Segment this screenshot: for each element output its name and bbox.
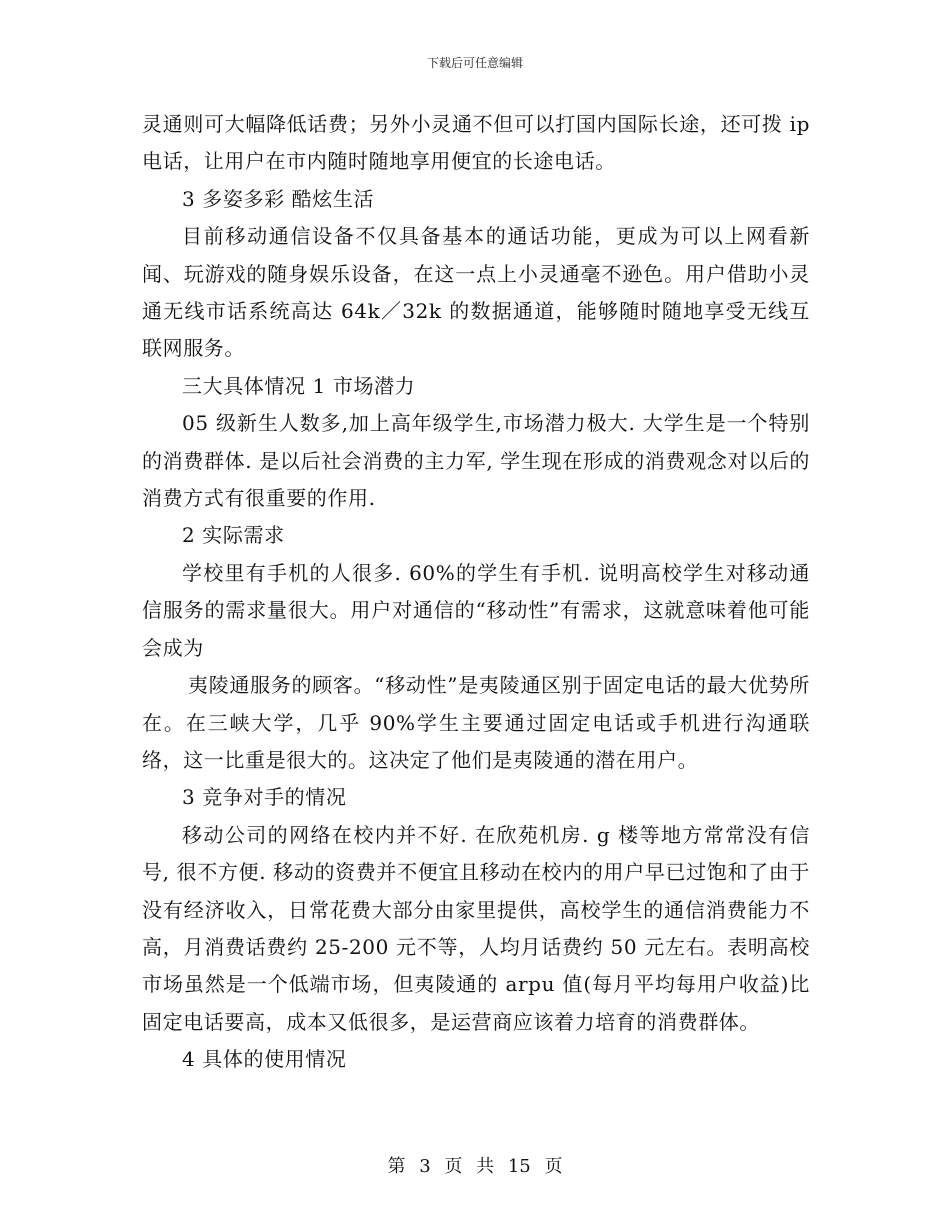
heading-actual-demand: 2 实际需求 <box>182 523 285 548</box>
heading-usage: 4 具体的使用情况 <box>182 1047 347 1072</box>
paragraph-competitors: 移动公司的网络在校内并不好. 在欣苑机房. g 楼等地方常常没有信号, 很不方便. 移动的资费并不便宜且移动在校内的用户早已过饱和了由于没有经济收入，日常花费大部分由家里提供，高校学生的通信消费能力不高，月消费话费约 25-200 元不等，人均月话费约 50 元左右。表明高校市场虽然是一个低端市场，但夷陵通的 arpu 值(每月平均每用户收益)比固定电话要高，成本又低很多，是运营商应该着力培育的消费群体。 <box>142 822 810 1034</box>
page-footer: 第 3 页 共 15 页 <box>387 1156 563 1177</box>
paragraph-mobile-entertainment: 目前移动通信设备不仅具备基本的通话功能，更成为可以上网看新闻、玩游戏的随身娱乐设备，在这一点上小灵通毫不逊色。用户借助小灵通无线市话系统高达 64k／32k 的数据通道，能够随时随地享受无线互联网服务。 <box>142 224 810 361</box>
heading-market-potential: 三大具体情况 1 市场潜力 <box>182 373 416 398</box>
paragraph-actual-demand: 学校里有手机的人很多. 60%的学生有手机. 说明高校学生对移动通信服务的需求量很大。用户对通信的“移动性”有需求，这就意味着他可能会成为 <box>142 560 810 660</box>
document-body <box>142 106 810 1079</box>
paragraph-market-potential: 05 级新生人数多,加上高年级学生,市场潜力极大. 大学生是一个特别的消费群体. 是以后社会消费的主力军, 学生现在形成的消费观念对以后的消费方式有很重要的作用. <box>142 411 810 511</box>
heading-competitors: 3 竞争对手的情况 <box>182 785 347 810</box>
heading-3-colorful-life: 3 多姿多彩 酷炫生活 <box>182 186 375 211</box>
paragraph-yilingtong-customers: 夷陵通服务的顾客。“移动性”是夷陵通区别于固定电话的最大优势所在。在三峡大学，几乎 90%学生主要通过固定电话或手机进行沟通联络，这一比重是很大的。这决定了他们是夷陵通的潜在用户。 <box>142 673 810 772</box>
page-header: 下载后可任意编辑 <box>426 56 523 70</box>
paragraph-1: 灵通则可大幅降低话费；另外小灵通不但可以打国内国际长途，还可拨 ip 电话，让用户在市内随时随地享用便宜的长途电话。 <box>142 112 810 174</box>
